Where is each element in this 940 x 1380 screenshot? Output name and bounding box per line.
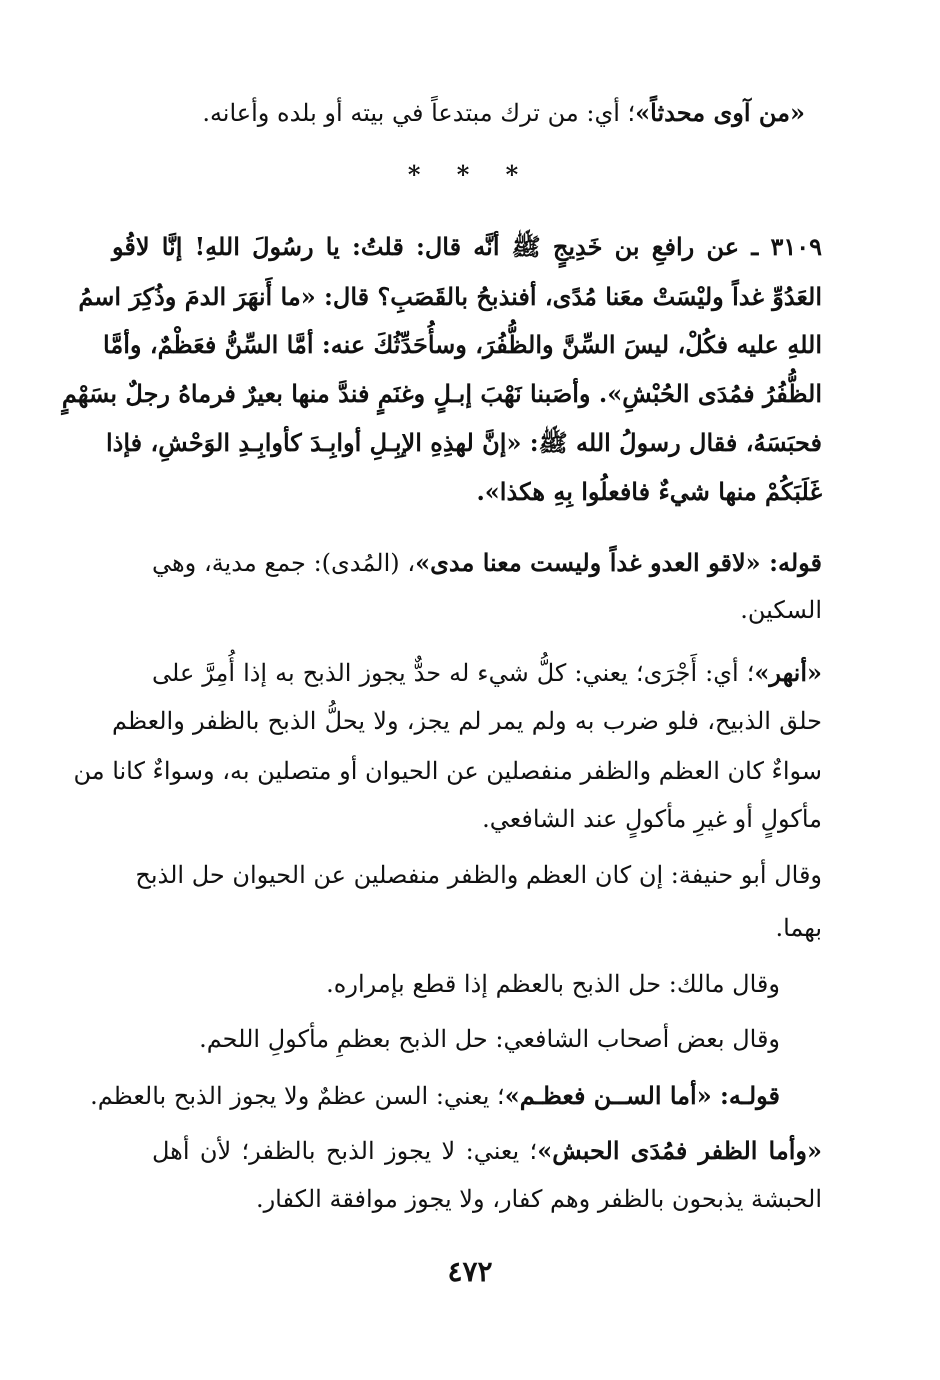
quoted-term: «أنهر» <box>754 658 822 687</box>
hadith-line: فحبَسَهُ، فقال رسولُ الله ﷺ: «إنَّ لهذِهِ الإبِـلِ أوابِـدَ كأوابِـدِ الوَحْشِ، فإذا <box>105 428 822 457</box>
hadith-line: الظُّفُرُ فمُدَى الحُبْشِ». وأصَبنا نَهْبَ إبـلٍ وغنَمٍ فندَّ منها بعيرٌ فرماهُ رجلٌ بسَهْمٍ <box>61 379 822 408</box>
quoted-term: قوله: «لاقو العدو غداً وليست معنا مدى» <box>415 548 823 577</box>
hadith-line: غَلَبَكُمْ منها شيءٌ فافعلُوا بِهِ هكذا». <box>476 477 822 506</box>
paragraph-line: حلق الذبيح، فلو ضرب به ولم يمر لم يجز، ولا يحلُّ الذبح بالظفر والعظم <box>112 707 822 735</box>
paragraph-text: ؛ أي: أَجْرَى؛ يعني: كلُّ شيء له حدٌّ يجوز الذبح به إذا أُمِرَّ على <box>152 659 755 687</box>
paragraph-line <box>152 658 822 688</box>
paragraph-line: السكين. <box>740 596 822 624</box>
paragraph-line: وقال مالك: حل الذبح بالعظم إذا قطع بإمراره. <box>326 970 780 998</box>
paragraph-line: وقال بعض أصحاب الشافعي: حل الذبح بعظمِ مأكولِ اللحم. <box>199 1025 780 1053</box>
section-separator: * * * <box>407 160 533 189</box>
paragraph-line <box>90 1081 780 1111</box>
hadith-line: ٣١٠٩ ـ عن رافعِ بن خَدِيجٍ ﷺ أنَّه قال: قلتُ: يا رسُولَ اللهِ! إنَّا لاقُو <box>112 232 822 261</box>
paragraph-text: ، (المُدى): جمع مدية، وهي <box>152 549 416 577</box>
page-number: ٤٧٢ <box>447 1255 493 1288</box>
paragraph-line <box>152 548 822 578</box>
paragraph-line <box>152 1136 822 1166</box>
hadith-line: العَدُوِّ غداً وليْسَتْ معَنا مُدًى، أفنذبحُ بالقَصَبِ؟ قال: «ما أَنهَرَ الدمَ وذُكِرَ اسمُ <box>78 282 822 311</box>
paragraph-line: بهما. <box>775 914 822 942</box>
intro-line <box>202 98 805 128</box>
intro-text: ؛ أي: من ترك مبتدعاً في بيته أو بلده وأعانه. <box>202 99 636 127</box>
quoted-term: «وأما الظفر فمُدَى الحبش» <box>537 1136 822 1165</box>
hadith-line: اللهِ عليه فكُلْ، ليسَ السِّنَّ والظُّفُرَ، وسأُحَدِّثُكَ عنه: أمَّا السِّنُّ فعَظْمٌ، وأمَّا <box>103 330 822 359</box>
paragraph-line: مأكولٍ أو غيرِ مأكولٍ عند الشافعي. <box>482 805 822 833</box>
quoted-term: قولـه: «أما الســن فعظـم» <box>504 1081 780 1110</box>
paragraph-text: ؛ يعني: لا يجوز الذبح بالظفر؛ لأن أهل <box>152 1137 538 1165</box>
paragraph-line: الحبشة يذبحون بالظفر وهم كفار، ولا يجوز موافقة الكفار. <box>255 1185 822 1213</box>
paragraph-line: وقال أبو حنيفة: إن كان العظم والظفر منفصلين عن الحيوان حل الذبح <box>135 861 822 889</box>
paragraph-text: ؛ يعني: السن عظمٌ ولا يجوز الذبح بالعظم. <box>90 1082 505 1110</box>
quoted-term: «من آوى محدثاً» <box>635 98 805 127</box>
paragraph-line: سواءٌ كان العظم والظفر منفصلين عن الحيوان أو متصلين به، وسواءٌ كانا من <box>73 757 822 785</box>
